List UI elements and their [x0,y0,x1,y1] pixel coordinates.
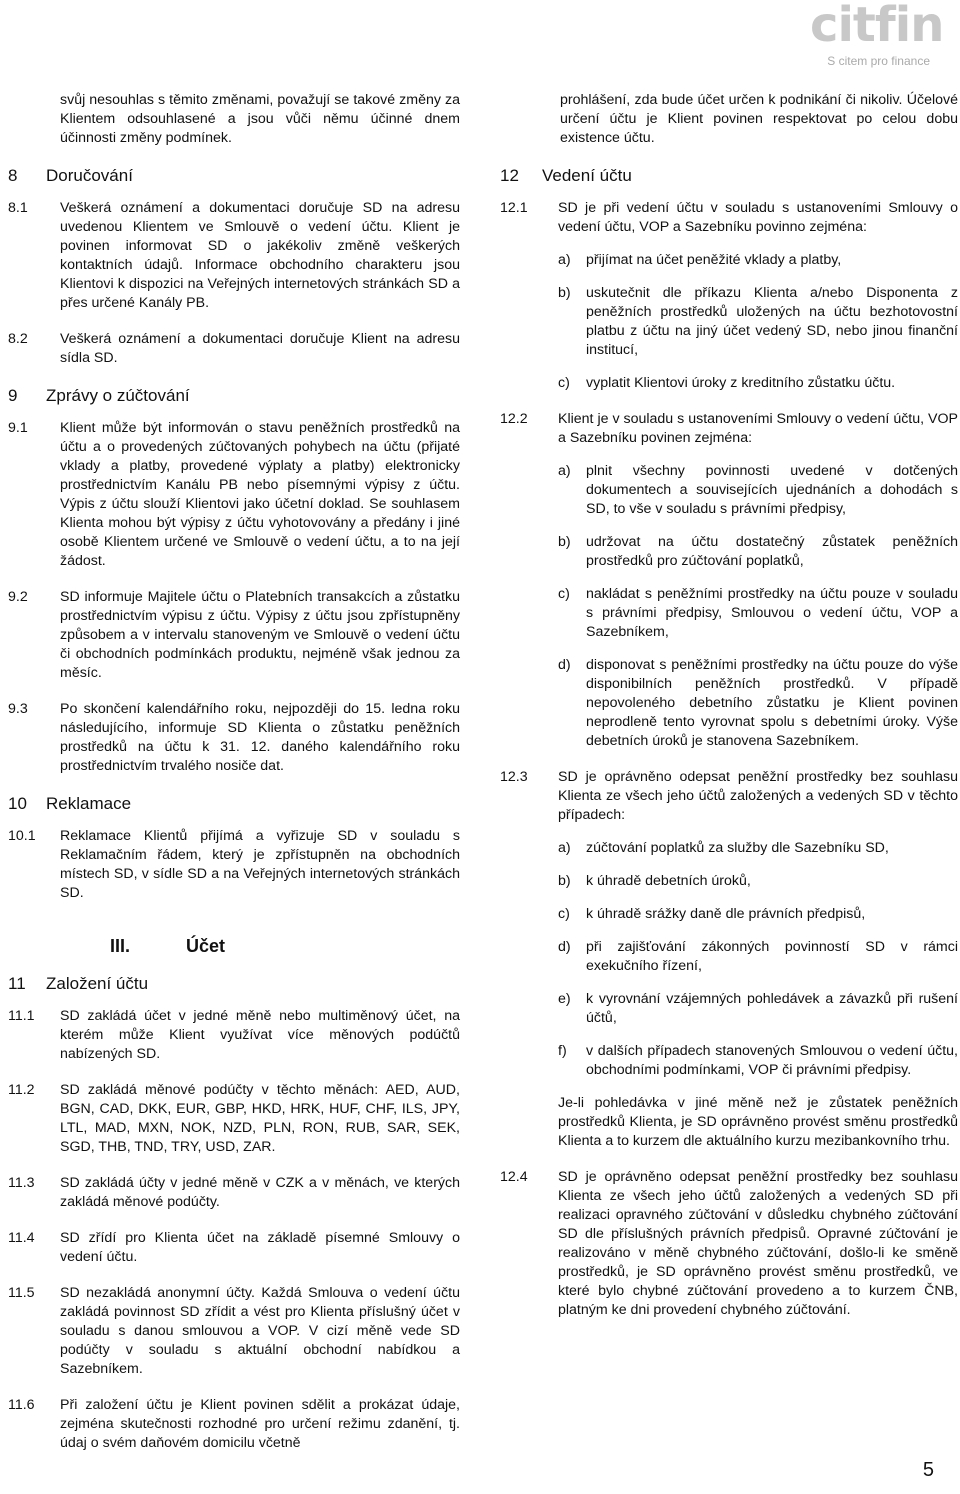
clause-continuation: Je-li pohledávka v jiné měně než je zůstatek peněžních prostředků Klienta, je SD oprávněno provést směnu prostředků Klienta a to kurzem dle aktuálního kurzu mezibankovního trhu. [558,1095,958,1149]
sub-letter: a) [558,840,571,856]
clause-number: 12.3 [500,769,528,785]
sub-text: nakládat s peněžními prostředky na účtu pouze v souladu s právními předpisy, Smlouvou o vedení účtu, VOP a Sazebníkem, [586,586,958,640]
section-title: Zprávy o zúčtování [46,386,190,405]
section-title: Vedení účtu [542,166,632,185]
sub-text: přijímat na účet peněžité vklady a platby, [586,252,842,268]
clause-text: Klient je v souladu s ustanoveními Smlouvy o vedení účtu, VOP a Sazebníku povinen zejména: [558,411,958,446]
clause-text: Reklamace Klientů přijímá a vyřizuje SD v souladu s Reklamačním řádem, který je zpřístupněn na obchodních místech SD, v sídle SD a na Veřejných internetových stránkách SD. [60,828,460,901]
clause-number: 11.3 [8,1175,35,1191]
clause-text: SD je při vedení účtu v souladu s ustanoveními Smlouvy o vedení účtu, VOP a Sazebníku povinno zejména: [558,200,958,235]
sub-text: při zajišťování zákonných povinností SD v rámci exekučního řízení, [586,939,958,974]
sub-item [558,872,958,891]
clause-text: SD je oprávněno odepsat peněžní prostředky bez souhlasu Klienta ze všech jeho účtů založených a vedených SD v těchto případech: [558,769,958,823]
clause-number: 11.1 [8,1008,35,1024]
clause-text: Při založení účtu je Klient povinen sdělit a prokázat údaje, zejména skutečnosti rozhodné pro určení režimu zdanění, tj. údaj o svém daňovém domicilu včetně [60,1397,460,1451]
sub-item [558,1042,958,1080]
sub-letter: d) [558,657,571,673]
clause [8,1229,460,1267]
clause [8,1396,460,1453]
clause-text: Veškerá oznámení a dokumentaci doručuje SD na adresu uvedenou Klientem ve Smlouvě o vedení účtu. Klient je povinen informovat SD o jakékoliv změně veškerých kontaktních údajů. Informace obchodního charakteru jsou Klientovi k dispozici na Veřejných internetových stránkách SD a přes určené Kanály PB. [60,200,460,311]
sub-item [558,462,958,519]
clause [8,199,460,313]
sub-letter: b) [558,285,571,301]
sub-text: disponovat s peněžními prostředky na účtu pouze do výše disponibilních peněžních prostředků. V případě nepovoleného debetního zůstatku je Klient povinen neprodleně tento vyrovnat spolu s debetními úroky. Výše debetních úroků je stanovena Sazebníkem. [586,657,958,749]
clause [8,419,460,571]
sub-letter: f) [558,1043,567,1059]
sub-item [558,905,958,924]
sub-item [558,284,958,360]
logo-tagline: S citem pro finance [827,54,930,68]
sub-item [558,251,958,270]
clause-number: 12.4 [500,1169,528,1185]
clause-number: 9.2 [8,589,28,605]
sub-letter: c) [558,906,570,922]
sub-item [558,533,958,571]
sub-letter: d) [558,939,571,955]
section-title: Doručování [46,166,133,185]
right-intro: prohlášení, zda bude účet určen k podnikání či nikoliv. Účelové určení účtu je Klient povinen respektovat po celou dobu existence účtu. [560,92,958,146]
clause [8,827,460,903]
clause-text: SD zakládá měnové podúčty v těchto měnách: AED, AUD, BGN, CAD, DKK, EUR, GBP, HKD, HRK, HUF, CHF, ILS, JPY, LTL, MAD, MXN, NOK, NZD, PLN, RON, RUB, SAR, SEK, SGD, THB, TND, TRY, USD, ZAR. [60,1082,460,1155]
section-heading-8 [8,166,460,185]
clause [8,700,460,776]
sub-item [558,938,958,976]
sub-text: k úhradě debetních úroků, [586,873,751,889]
section-heading-11 [8,974,460,993]
clause [8,1284,460,1379]
section-heading-9 [8,386,460,405]
clause [500,410,958,751]
sub-text: plnit všechny povinnosti uvedené v dotčených dokumentech a souvisejících ujednáních a dohodách s SD, to vše v souladu s právními předpisy, [586,463,958,517]
sub-letter: b) [558,873,571,889]
sub-letter: e) [558,991,571,1007]
sub-item [558,990,958,1028]
sub-text: udržovat na účtu dostatečný zůstatek peněžních prostředků pro zúčtování poplatků, [586,534,958,569]
left-intro: svůj nesouhlas s těmito změnami, považují se takové změny za Klientem odsouhlasené a jsou vůči němu účinné dnem účinnosti změny podmínek. [60,92,460,146]
section-number: 8 [8,166,18,185]
clause-text: Veškerá oznámení a dokumentaci doručuje Klient na adresu sídla SD. [60,331,460,366]
clause-number: 11.2 [8,1082,35,1098]
clause-text: SD zakládá účty v jedné měně v CZK a v měnách, ve kterých zakládá měnové podúčty. [60,1175,460,1210]
clause-number: 11.6 [8,1397,35,1413]
part-number: III. [110,936,131,956]
section-number: 12 [500,166,519,185]
section-number: 11 [8,974,26,993]
clause-number: 10.1 [8,828,36,844]
part-heading [110,937,460,956]
section-heading-10 [8,794,460,813]
sub-letter: c) [558,586,570,602]
clause [8,588,460,683]
clause-number: 9.3 [8,701,28,717]
clause [500,1168,958,1320]
clause-text: SD je oprávněno odepsat peněžní prostředky bez souhlasu Klienta ze všech jeho účtů založených a vedených SD při realizaci opravného zúčtování v důsledku chybného zúčtování SD dle příslušných právních předpisů. Opravné zúčtování je realizováno v měně chybného zúčtování, došlo-li ke směně prostředků, je SD oprávněno provést směnu prostředků, ve které bylo chybné zúčtování provedeno a to kurzem ČNB, platným ke dni provedení chybného zúčtování. [558,1169,958,1318]
section-number: 9 [8,386,18,405]
clause-number: 12.1 [500,200,528,216]
clause [8,1174,460,1212]
clause-text: Klient může být informován o stavu peněžních prostředků na účtu a o provedených zúčtovaných pohybech na účtu (přijaté vklady a platby, provedené výplaty a platby) elektronicky prostřednictvím Kanálu PB nebo písemnými výpisy z účtu. Výpis z účtu slouží Klientovi jako účetní doklad. Se souhlasem Klienta mohou být výpisy z účtu vyhotovovány a předány i jiné osobě Klientem určené ve Smlouvě o vedení účtu, a to na její žádost. [60,420,460,569]
sub-item [558,585,958,642]
clause-number: 8.1 [8,200,28,216]
clause-number: 9.1 [8,420,28,436]
page-number: 5 [922,1459,934,1481]
sub-text: uskutečnit dle příkazu Klienta a/nebo Disponenta z peněžních prostředků uložených na účtu bezhotovostní platbu z účtu na jiný účet vedený SD, nebo jinou finanční institucí, [586,285,958,358]
sub-text: v dalších případech stanovených Smlouvou o vedení účtu, obchodními podmínkami, VOP či právními předpisy. [586,1043,958,1078]
section-title: Reklamace [46,794,132,813]
sub-item [558,839,958,858]
clause-text: SD zřídí pro Klienta účet na základě písemné Smlouvy o vedení účtu. [60,1230,460,1265]
clause [500,199,958,393]
sub-letter: a) [558,252,571,268]
clause-text: SD nezakládá anonymní účty. Každá Smlouva o vedení účtu zakládá povinnost SD zřídit a vést pro Klienta příslušný účet v souladu s danou smlouvou a VOP. V cizí měně vede SD podúčty v souladu s aktuální obchodní nabídkou a Sazebníkem. [60,1285,460,1377]
clause [500,768,958,1151]
clause-text: Po skončení kalendářního roku, nejpozději do 15. ledna roku následujícího, informuje SD Klienta o zůstatku peněžních prostředků na účtu k 31. 12. daného kalendářního roku prostřednictvím trvalého nosiče dat. [60,701,460,774]
clause-number: 12.2 [500,411,528,427]
clause-number: 11.4 [8,1230,35,1246]
sub-text: k úhradě srážky daně dle právních předpisů, [586,906,866,922]
right-column [500,91,958,1337]
sub-letter: b) [558,534,571,550]
clause [8,330,460,368]
citfin-logo [810,0,944,68]
sub-letter: c) [558,375,570,391]
clause [8,1007,460,1064]
part-title: Účet [186,936,226,956]
clause-number: 11.5 [8,1285,35,1301]
sub-item [558,656,958,751]
section-heading-12 [500,166,958,185]
clause-number: 8.2 [8,331,28,347]
section-title: Založení účtu [46,974,149,993]
sub-text: zúčtování poplatků za služby dle Sazebníku SD, [586,840,889,856]
sub-text: vyplatit Klientovi úroky z kreditního zůstatku účtu. [586,375,896,391]
logo-wordmark: citfin [810,0,944,53]
clause-text: SD zakládá účet v jedné měně nebo multiměnový účet, na kterém může Klient využívat více měnových podúčtů nabízených SD. [60,1008,460,1062]
clause-text: SD informuje Majitele účtu o Platebních transakcích a zůstatku prostřednictvím výpisu z účtu. Výpisy z účtu jsou zpřístupněny způsobem a v intervalu stanoveným ve Smlouvě o vedení účtu či obchodních podmínkách produktu, nejméně však jednou za měsíc. [60,589,460,681]
sub-text: k vyrovnání vzájemných pohledávek a závazků při rušení účtů, [586,991,958,1026]
section-number: 10 [8,794,27,813]
sub-item [558,374,958,393]
left-column [8,91,460,1470]
clause [8,1081,460,1157]
sub-letter: a) [558,463,571,479]
